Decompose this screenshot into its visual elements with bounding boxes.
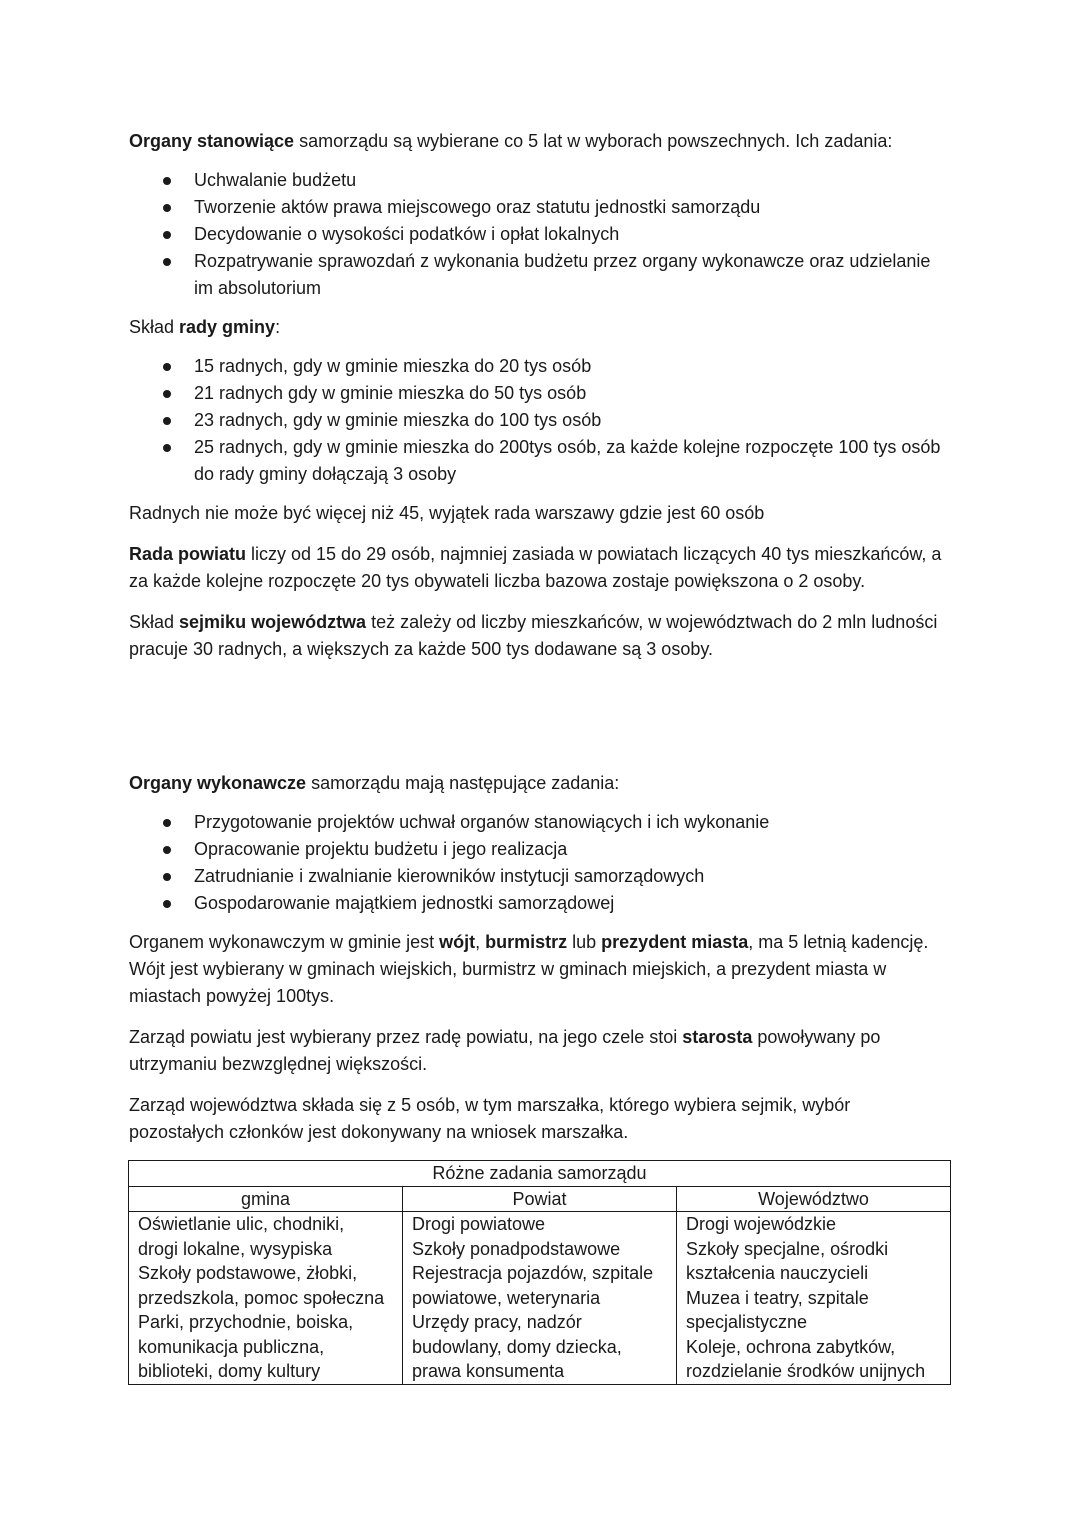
paragraph-sklad-rady-gminy	[129, 314, 949, 341]
column-header-gmina: gmina	[129, 1186, 403, 1212]
paragraph-zarzad-wojewodztwa: Zarząd województwa składa się z 5 osób, w tym marszałka, którego wybiera sejmik, wybór pozostałych członków jest dokonywany na wniosek marszałka.	[129, 1095, 851, 1142]
list-zadania-stanowiace	[129, 167, 949, 302]
text-span: , ma 5 letnią kadencję. Wójt jest wybierany w gminach wiejskich, burmistrz w gminach miejskich, a prezydent miasta w miastach powyżej 100tys.	[129, 932, 929, 1006]
table-title: Różne zadania samorządu	[129, 1161, 951, 1187]
text-span: Organem wykonawczym w gminie jest	[129, 932, 440, 952]
cell-line: kształcenia nauczycieli	[686, 1263, 869, 1283]
cell-wojewodztwo	[677, 1212, 951, 1385]
cell-line: Oświetlanie ulic, chodniki,	[138, 1214, 345, 1234]
cell-line: komunikacja publiczna,	[138, 1336, 325, 1357]
cell-line: rozdzielanie środków unijnych	[686, 1361, 926, 1381]
bold-term: Organy wykonawcze	[129, 773, 307, 793]
text-span: Skład	[129, 612, 180, 632]
bold-term: starosta	[682, 1027, 753, 1047]
list-item: Gospodarowanie majątkiem jednostki samorządowej	[129, 890, 949, 917]
list-item: Decydowanie o wysokości podatków i opłat lokalnych	[129, 221, 949, 248]
cell-line: Szkoły podstawowe, żłobki,	[138, 1263, 358, 1283]
list-item: Rozpatrywanie sprawozdań z wykonania budżetu przez organy wykonawcze oraz udzielanie im absolutorium	[129, 248, 949, 302]
paragraph-rada-powiatu	[129, 541, 949, 595]
paragraph-sejmik	[129, 609, 949, 663]
cell-powiat	[403, 1212, 677, 1385]
text-span: samorządu mają następujące zadania:	[306, 773, 620, 793]
text-span: lub	[567, 932, 602, 952]
bold-term: Rada powiatu	[129, 544, 247, 564]
list-item: 15 radnych, gdy w gminie mieszka do 20 tys osób	[129, 353, 949, 380]
cell-gmina	[129, 1212, 403, 1385]
list-sklad-rady	[129, 353, 949, 488]
paragraph-organy-wykonawcze	[129, 770, 949, 797]
cell-line: powiatowe, weterynaria	[412, 1287, 601, 1308]
table-header-row	[129, 1186, 951, 1212]
text-span: ,	[475, 932, 486, 952]
table-title-row	[129, 1161, 951, 1187]
bold-term: prezydent miasta	[601, 932, 749, 952]
list-item: Opracowanie projektu budżetu i jego realizacja	[129, 836, 949, 863]
text-span: też zależy od liczby mieszkańców, w województwach do 2 mln ludności pracuje 30 radnych, a większych za każde 500 tys dodawane są 3 osoby.	[129, 612, 938, 659]
cell-line: biblioteki, domy kultury	[138, 1361, 321, 1381]
column-header-powiat: Powiat	[403, 1186, 677, 1212]
document-body	[129, 128, 949, 1146]
list-item: 25 radnych, gdy w gminie mieszka do 200tys osób, za każde kolejne rozpoczęte 100 tys osób do rady gminy dołączają 3 osoby	[129, 434, 949, 488]
paragraph-organy-stanowiace	[129, 128, 949, 155]
cell-line: prawa konsumenta	[412, 1361, 565, 1381]
cell-line: Drogi wojewódzkie	[686, 1214, 837, 1234]
bold-term: sejmiku województwa	[179, 612, 367, 632]
paragraph-zarzad-powiatu	[129, 1024, 949, 1078]
bold-term: Organy stanowiące	[129, 131, 295, 151]
cell-line: Drogi powiatowe	[412, 1214, 546, 1234]
bold-term: wójt	[439, 932, 476, 952]
cell-line: Szkoły specjalne, ośrodki	[686, 1238, 889, 1259]
text-span: Skład	[129, 317, 180, 337]
cell-line: Muzea i teatry, szpitale	[686, 1287, 869, 1308]
tasks-table	[128, 1160, 951, 1385]
column-header-wojewodztwo: Województwo	[677, 1186, 951, 1212]
paragraph-organ-gminy	[129, 929, 949, 1010]
table-row	[129, 1212, 951, 1385]
list-zadania-wykonawcze	[129, 809, 949, 917]
cell-line: Koleje, ochrona zabytków,	[686, 1336, 896, 1357]
text-span: :	[275, 317, 281, 337]
cell-line: Szkoły ponadpodstawowe	[412, 1238, 621, 1259]
cell-line: Rejestracja pojazdów, szpitale	[412, 1263, 654, 1283]
list-item: Przygotowanie projektów uchwał organów stanowiących i ich wykonanie	[129, 809, 949, 836]
text-span: Zarząd powiatu jest wybierany przez radę powiatu, na jego czele stoi	[129, 1027, 683, 1047]
cell-line: drogi lokalne, wysypiska	[138, 1238, 333, 1259]
list-item: Tworzenie aktów prawa miejscowego oraz statutu jednostki samorządu	[129, 194, 949, 221]
text-span: samorządu są wybierane co 5 lat w wyborach powszechnych. Ich zadania:	[294, 131, 893, 151]
bold-term: burmistrz	[485, 932, 568, 952]
list-item: 23 radnych, gdy w gminie mieszka do 100 tys osób	[129, 407, 949, 434]
list-item: 21 radnych gdy w gminie mieszka do 50 tys osób	[129, 380, 949, 407]
text-span: liczy od 15 do 29 osób, najmniej zasiada w powiatach liczących 40 tys mieszkańców, a za każde kolejne rozpoczęte 20 tys obywateli liczba bazowa zostaje powiększona o 2 osoby.	[129, 544, 942, 591]
cell-line: specjalistyczne	[686, 1312, 808, 1332]
cell-line: Parki, przychodnie, boiska,	[138, 1312, 354, 1332]
cell-line: budowlany, domy dziecka,	[412, 1336, 622, 1357]
cell-line: przedszkola, pomoc społeczna	[138, 1287, 385, 1308]
list-item: Uchwalanie budżetu	[129, 167, 949, 194]
text-span: powoływany po utrzymaniu bezwzględnej większości.	[129, 1027, 881, 1074]
cell-line: Urzędy pracy, nadzór	[412, 1312, 582, 1332]
bold-term: rady gminy	[179, 317, 276, 337]
list-item: Zatrudnianie i zwalnianie kierowników instytucji samorządowych	[129, 863, 949, 890]
paragraph-radni-limit: Radnych nie może być więcej niż 45, wyjątek rada warszawy gdzie jest 60 osób	[129, 503, 765, 523]
